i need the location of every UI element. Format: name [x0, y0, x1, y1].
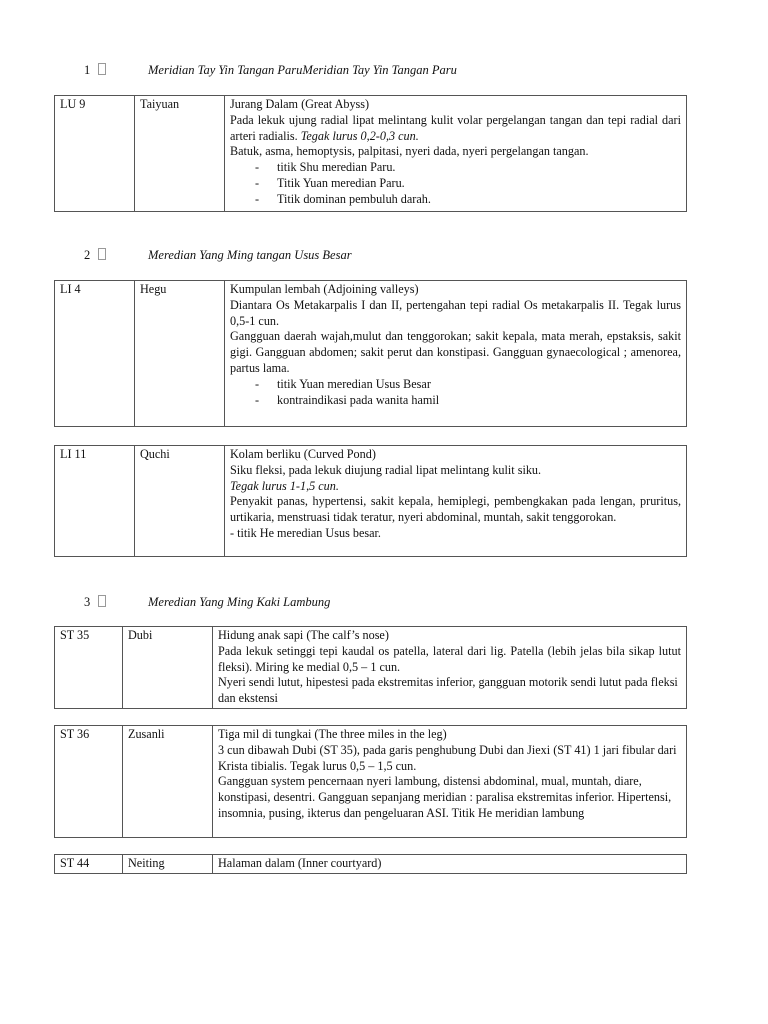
table-row	[55, 855, 687, 874]
point-indication: Nyeri sendi lutut, hipestesi pada ekstremitas inferior, gangguan motorik sendi lutut pada fleksi dan ekstensi	[218, 675, 678, 706]
placeholder-glyph-icon	[98, 248, 106, 260]
point-location: Diantara Os Metakarpalis I dan II, pertengahan tepi radial Os metakarpalis II. Tegak lurus 0,5-1 cun.	[230, 297, 681, 328]
section-title: Meredian Yang Ming tangan Usus Besar	[148, 248, 352, 262]
point-code: LI 11	[55, 446, 135, 557]
table-row	[55, 446, 687, 557]
point-name: Dubi	[123, 627, 213, 709]
point-location: Pada lekuk ujung radial lipat melintang kulit volar pergelangan tangan dan tepi radial dari arteri radialis.	[230, 112, 681, 143]
point-indication: Gangguan daerah wajah,mulut dan tenggorokan; sakit kepala, mata merah, epstaksis, sakit gigi. Gangguan abdomen; sakit perut dan konstipasi. Gangguan gynaecological ; amenorea, partus lama.	[230, 329, 681, 375]
list-item: - titik Shu meredian Paru.	[255, 160, 681, 176]
point-meaning: Kumpulan lembah (Adjoining valleys)	[230, 282, 419, 296]
point-table-lu9	[54, 95, 687, 212]
point-description	[213, 726, 687, 838]
point-name: Zusanli	[123, 726, 213, 838]
point-indication: Penyakit panas, hypertensi, sakit kepala, hemiplegi, pembengkakan pada lengan, pruritus, urtikaria, menstruasi tidak teratur, nyeri abdominal, muntah, sakit tenggorokan.	[230, 494, 681, 525]
table-row	[55, 627, 687, 709]
point-meaning: Tiga mil di tungkai (The three miles in the leg)	[218, 727, 447, 741]
point-table-st44	[54, 854, 687, 874]
point-note: - titik He meredian Usus besar.	[230, 525, 381, 540]
point-table-st36	[54, 725, 687, 838]
table-row	[55, 726, 687, 838]
section-heading-3	[84, 595, 331, 610]
point-code: ST 36	[55, 726, 123, 838]
point-notes-list	[230, 160, 681, 207]
list-item: - Titik Yuan meredian Paru.	[255, 176, 681, 192]
point-needling: Tegak lurus 0,2-0,3 cun.	[300, 128, 419, 143]
point-table-li4	[54, 280, 687, 427]
point-indication: Gangguan system pencernaan nyeri lambung, distensi abdominal, mual, muntah, diare, konstipasi, desentri. Gangguan sepanjang meridian : paralisa ekstremitas inferior. Hipertensi, insomnia, pusing, ikterus dan pengeluaran ASI. Titik He meridian lambung	[218, 774, 672, 820]
section-number: 1	[84, 63, 91, 77]
point-description	[225, 96, 687, 212]
table-row	[55, 96, 687, 212]
point-meaning: Jurang Dalam (Great Abyss)	[230, 97, 370, 111]
point-location: Siku fleksi, pada lekuk diujung radial lipat melintang kulit siku.	[230, 462, 542, 477]
point-location: Pada lekuk setinggi tepi kaudal os patella, lateral dari lig. Patella (lebih jelas bila sikap lutut fleksi). Miring ke medial 0,5 – 1 cun.	[218, 643, 681, 674]
list-item: - titik Yuan meredian Usus Besar	[255, 377, 681, 393]
point-code: LI 4	[55, 281, 135, 427]
list-item: - kontraindikasi pada wanita hamil	[255, 393, 681, 409]
point-name: Quchi	[135, 446, 225, 557]
point-name: Taiyuan	[135, 96, 225, 212]
section-heading-2	[84, 248, 352, 263]
placeholder-glyph-icon	[98, 595, 106, 607]
point-meaning: Hidung anak sapi (The calf’s nose)	[218, 628, 389, 642]
point-description	[213, 855, 687, 874]
section-number: 2	[84, 248, 91, 262]
section-title: Meridian Tay Yin Tangan ParuMeridian Tay Yin Tangan Paru	[148, 63, 457, 77]
section-heading-1	[84, 63, 457, 78]
point-description	[213, 627, 687, 709]
point-table-li11	[54, 445, 687, 557]
section-title: Meredian Yang Ming Kaki Lambung	[148, 595, 331, 609]
point-indication: Batuk, asma, hemoptysis, palpitasi, nyeri dada, nyeri pergelangan tangan.	[230, 144, 589, 159]
point-code: LU 9	[55, 96, 135, 212]
point-location-paragraph	[230, 113, 681, 145]
list-item: - Titik dominan pembuluh darah.	[255, 192, 681, 208]
point-name: Neiting	[123, 855, 213, 874]
section-number: 3	[84, 595, 91, 609]
point-meaning: Halaman dalam (Inner courtyard)	[218, 856, 382, 870]
point-needling: Tegak lurus 1-1,5 cun.	[230, 478, 339, 493]
placeholder-glyph-icon	[98, 63, 106, 75]
point-meaning: Kolam berliku (Curved Pond)	[230, 447, 376, 461]
point-notes-list	[230, 377, 681, 409]
point-description	[225, 446, 687, 557]
point-location: 3 cun dibawah Dubi (ST 35), pada garis penghubung Dubi dan Jiexi (ST 41) 1 jari fibular dari Krista tibialis. Tegak lurus 0,5 – 1,5 cun.	[218, 742, 677, 773]
table-row	[55, 281, 687, 427]
point-table-st35	[54, 626, 687, 709]
point-code: ST 44	[55, 855, 123, 874]
point-code: ST 35	[55, 627, 123, 709]
point-description	[225, 281, 687, 427]
point-name: Hegu	[135, 281, 225, 427]
